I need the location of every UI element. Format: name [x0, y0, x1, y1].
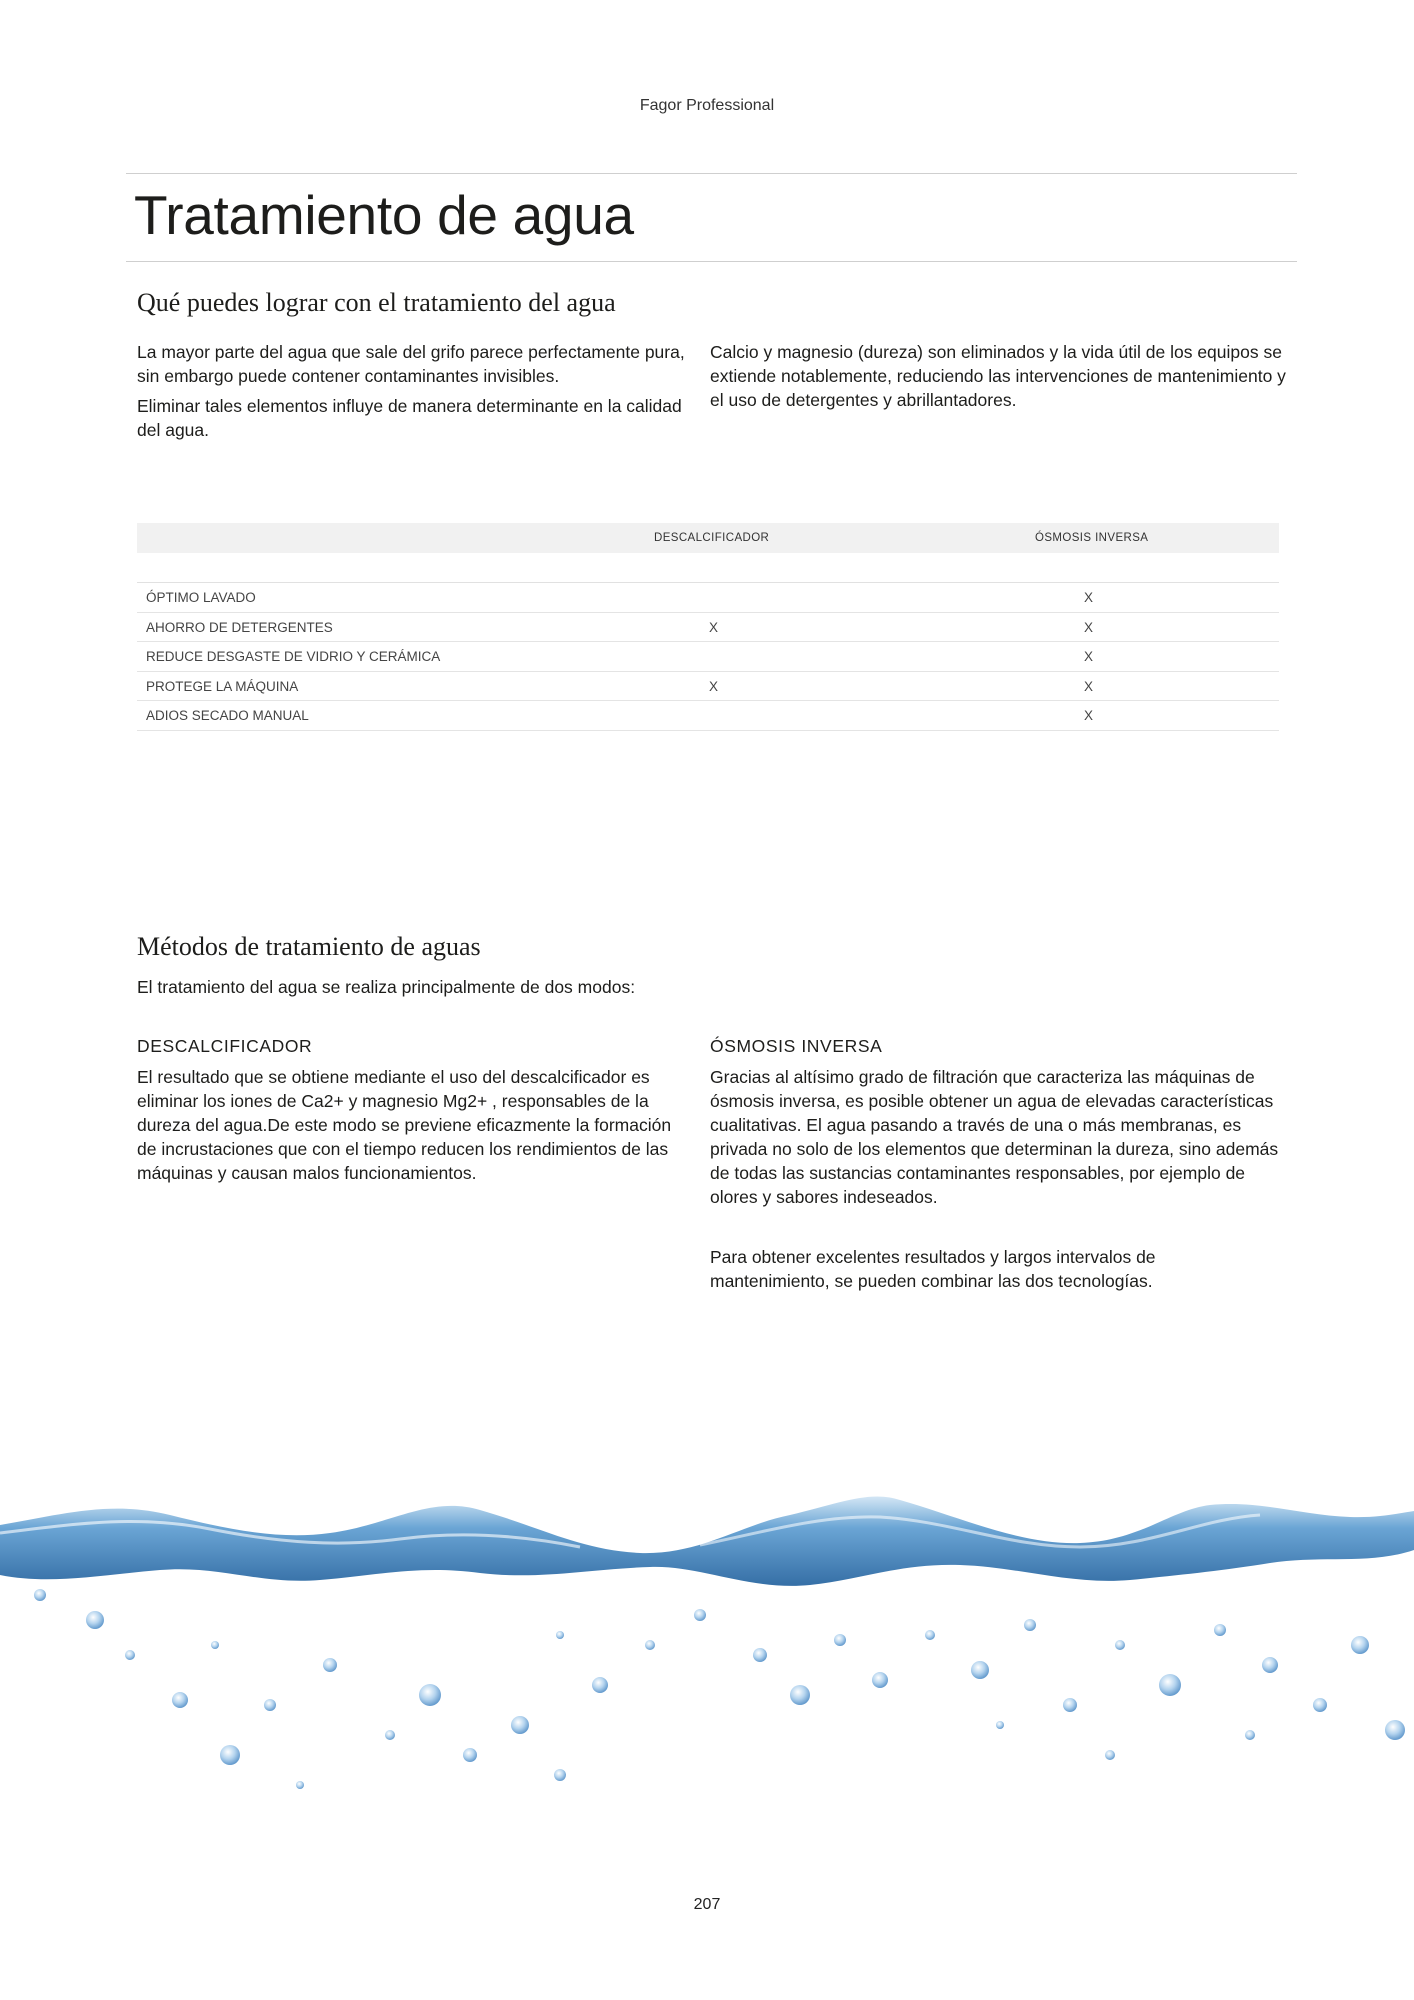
- cell-osmosis: X: [1084, 708, 1094, 723]
- descalcificador-text: El resultado que se obtiene mediante el uso del descalcificador es eliminar los iones de Ca2+ y magnesio Mg2+ , responsables de la dureza del agua.De este modo se previene eficazmente la formación de incrustaciones que con el tiempo reducen los rendimientos de las máquinas y causan malos funcionamientos.: [137, 1067, 672, 1183]
- table-header: [137, 523, 1279, 553]
- table-header-spacer: [137, 553, 1279, 583]
- osmosis-closing: Para obtener excelentes resultados y largos intervalos de mantenimiento, se pueden combinar las dos tecnologías.: [710, 1247, 1156, 1291]
- row-label: REDUCE DESGASTE DE VIDRIO Y CERÁMICA: [146, 649, 441, 664]
- row-label: ÓPTIMO LAVADO: [146, 590, 256, 605]
- section1-right-column: [710, 340, 1290, 412]
- cell-descalcificador: X: [709, 678, 719, 694]
- page-number: 207: [693, 1896, 721, 1913]
- table-row: [137, 642, 1279, 672]
- title-divider: [126, 261, 1297, 262]
- cell-osmosis: X: [1084, 649, 1094, 664]
- table-row: [137, 583, 1279, 613]
- cell-osmosis: X: [1084, 619, 1094, 635]
- section2-intro: El tratamiento del agua se realiza principalmente de dos modos:: [137, 977, 636, 997]
- section1-heading: Qué puedes lograr con el tratamiento del agua: [137, 288, 616, 317]
- water-bubbles: [34, 1589, 1405, 1789]
- row-label: ADIOS SECADO MANUAL: [146, 708, 309, 723]
- section1-left-column: [137, 340, 697, 442]
- section1-left-paragraph-2: Eliminar tales elementos influye de manera determinante en la calidad del agua.: [137, 396, 682, 440]
- water-wave: [0, 1496, 1414, 1585]
- row-label: PROTEGE LA MÁQUINA: [146, 678, 299, 694]
- cell-osmosis: X: [1084, 678, 1094, 694]
- row-label: AHORRO DE DETERGENTES: [146, 619, 333, 635]
- column-header-osmosis: ÓSMOSIS INVERSA: [1035, 532, 1149, 544]
- water-splash-image: [0, 1455, 1414, 1855]
- osmosis-text: Gracias al altísimo grado de filtración que caracteriza las máquinas de ósmosis inversa, es posible obtener un agua de elevadas características cualitativas. El agua pasando a través de una o más membranas, es privada no solo de los elementos que determinan la dureza, sino además de todas las sustancias contaminantes responsables, por ejemplo de olores y sabores indeseados.: [710, 1067, 1279, 1207]
- top-divider: [126, 173, 1297, 174]
- descalcificador-title: DESCALCIFICADOR: [137, 1036, 313, 1056]
- page-title: Tratamiento de agua: [134, 184, 634, 246]
- comparison-table: [137, 523, 1279, 731]
- table-row: [137, 701, 1279, 731]
- osmosis-block: [710, 1036, 1290, 1293]
- table-row: [137, 672, 1279, 702]
- column-header-descalcificador: DESCALCIFICADOR: [654, 532, 770, 544]
- descalcificador-block: [137, 1036, 682, 1185]
- section1-right-paragraph: Calcio y magnesio (dureza) son eliminados y la vida útil de los equipos se extiende notablemente, reduciendo las intervenciones de mantenimiento y el uso de detergentes y abrillantadores.: [710, 342, 1286, 410]
- cell-osmosis: X: [1084, 590, 1094, 605]
- section1-left-paragraph-1: La mayor parte del agua que sale del grifo parece perfectamente pura, sin embargo puede contener contaminantes invisibles.: [137, 342, 685, 386]
- cell-descalcificador: X: [709, 619, 719, 635]
- section2-heading: Métodos de tratamiento de aguas: [137, 932, 481, 961]
- table-row: [137, 613, 1279, 643]
- osmosis-title: ÓSMOSIS INVERSA: [710, 1036, 883, 1056]
- brand-header: Fagor Professional: [639, 97, 775, 114]
